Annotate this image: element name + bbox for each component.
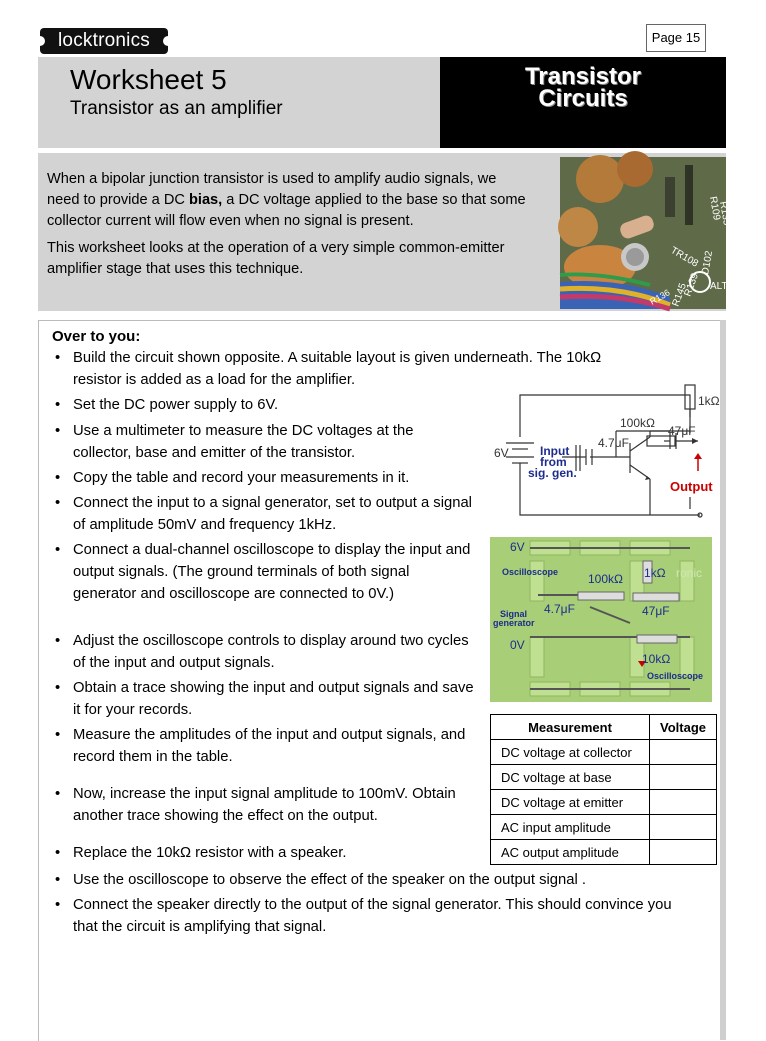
table-row: AC input amplitude	[491, 815, 717, 840]
list-item: • Connect the speaker directly to the output of the signal generator. This should convince you that the circuit is amplifying that signal.	[55, 894, 695, 938]
list-item: • Replace the 10kΩ resistor with a speaker.	[55, 842, 475, 864]
svg-text:47μF: 47μF	[642, 604, 670, 618]
list-item: • Copy the table and record your measurements in it.	[55, 467, 475, 489]
list-item: • Build the circuit shown opposite. A suitable layout is given underneath. The 10kΩ resistor is added as a load for the amplifier.	[55, 347, 615, 391]
circuit-board-photo	[560, 157, 733, 309]
svg-text:R135: R135	[717, 200, 733, 227]
table-row: AC output amplitude	[491, 840, 717, 865]
svg-text:47μF: 47μF	[668, 424, 696, 438]
list-item: • Connect a dual-channel oscilloscope to display the input and output signals. (The ground terminals of both signal generator and oscilloscope are connected to 0V.)	[55, 539, 475, 605]
svg-text:10kΩ: 10kΩ	[642, 652, 671, 666]
svg-text:Oscilloscope: Oscilloscope	[647, 671, 704, 681]
svg-text:4.7μF: 4.7μF	[598, 436, 629, 450]
column-header-voltage: Voltage	[650, 715, 717, 740]
list-item: • Adjust the oscilloscope controls to display around two cycles of the input and output signals.	[55, 630, 475, 674]
locktronics-logo: locktronics	[40, 28, 168, 54]
svg-text:generator: generator	[493, 618, 535, 628]
svg-text:4.7μF: 4.7μF	[544, 602, 575, 616]
svg-text:R109: R109	[707, 195, 723, 222]
column-header-measurement: Measurement	[491, 715, 650, 740]
svg-text:Oscilloscope: Oscilloscope	[502, 567, 559, 577]
list-item: • Obtain a trace showing the input and output signals and save it for your records.	[55, 677, 475, 721]
svg-text:6V: 6V	[494, 446, 509, 460]
intro-paragraph-1: When a bipolar junction transistor is used to amplify audio signals, we need to provide a DC bias, a DC voltage applied to the base so that some collector current will flow even when no signal is present.	[47, 171, 526, 229]
table-row: DC voltage at collector	[491, 740, 717, 765]
list-item: • Measure the amplitudes of the input and output signals, and record them in the table.	[55, 724, 475, 768]
svg-text:Input: Input	[540, 444, 570, 458]
list-item: • Use a multimeter to measure the DC voltages at the collector, base and emitter of the transistor.	[55, 420, 475, 464]
list-item: • Connect the input to a signal generator, set to output a signal of amplitude 50mV and frequency 1kHz.	[55, 492, 475, 536]
svg-text:ronic: ronic	[676, 566, 703, 580]
table-row: DC voltage at base	[491, 765, 717, 790]
list-item: • Set the DC power supply to 6V.	[55, 394, 475, 416]
page-number: Page 15	[646, 24, 706, 52]
svg-text:ALT: ALT	[710, 281, 728, 292]
svg-text:R145: R145	[670, 281, 689, 309]
svg-text:TR108: TR108	[668, 245, 700, 270]
svg-text:1kΩ: 1kΩ	[644, 566, 666, 580]
svg-text:D102: D102	[700, 250, 716, 276]
svg-text:0V: 0V	[510, 638, 525, 652]
intro-paragraph-2: This worksheet looks at the operation of a very simple common-emitter amplifier stage that uses this technique.	[47, 240, 505, 277]
svg-text:sig. gen.: sig. gen.	[528, 466, 577, 480]
list-item: • Use the oscilloscope to observe the effect of the speaker on the output signal .	[55, 869, 695, 891]
svg-text:100kΩ: 100kΩ	[588, 572, 623, 586]
series-title: Transistor Circuits	[524, 63, 642, 112]
section-heading: Over to you:	[52, 328, 141, 345]
measurement-table	[490, 714, 717, 865]
worksheet-subtitle: Transistor as an amplifier	[70, 98, 283, 119]
table-row: DC voltage at emitter	[491, 790, 717, 815]
circuit-diagram	[490, 385, 718, 530]
svg-text:Output: Output	[670, 479, 713, 494]
svg-text:100kΩ: 100kΩ	[620, 416, 655, 430]
svg-text:1kΩ: 1kΩ	[698, 394, 720, 408]
svg-text:R136: R136	[648, 287, 672, 307]
svg-text:from: from	[540, 455, 567, 469]
list-item: • Now, increase the input signal amplitude to 100mV. Obtain another trace showing the effect on the output.	[55, 783, 475, 827]
svg-text:6V: 6V	[510, 540, 525, 554]
layout-board	[490, 537, 712, 702]
panel-shadow	[720, 320, 726, 1040]
worksheet-title: Worksheet 5	[70, 64, 227, 95]
svg-text:Signal: Signal	[500, 609, 528, 619]
svg-text:R139: R139	[682, 271, 701, 299]
